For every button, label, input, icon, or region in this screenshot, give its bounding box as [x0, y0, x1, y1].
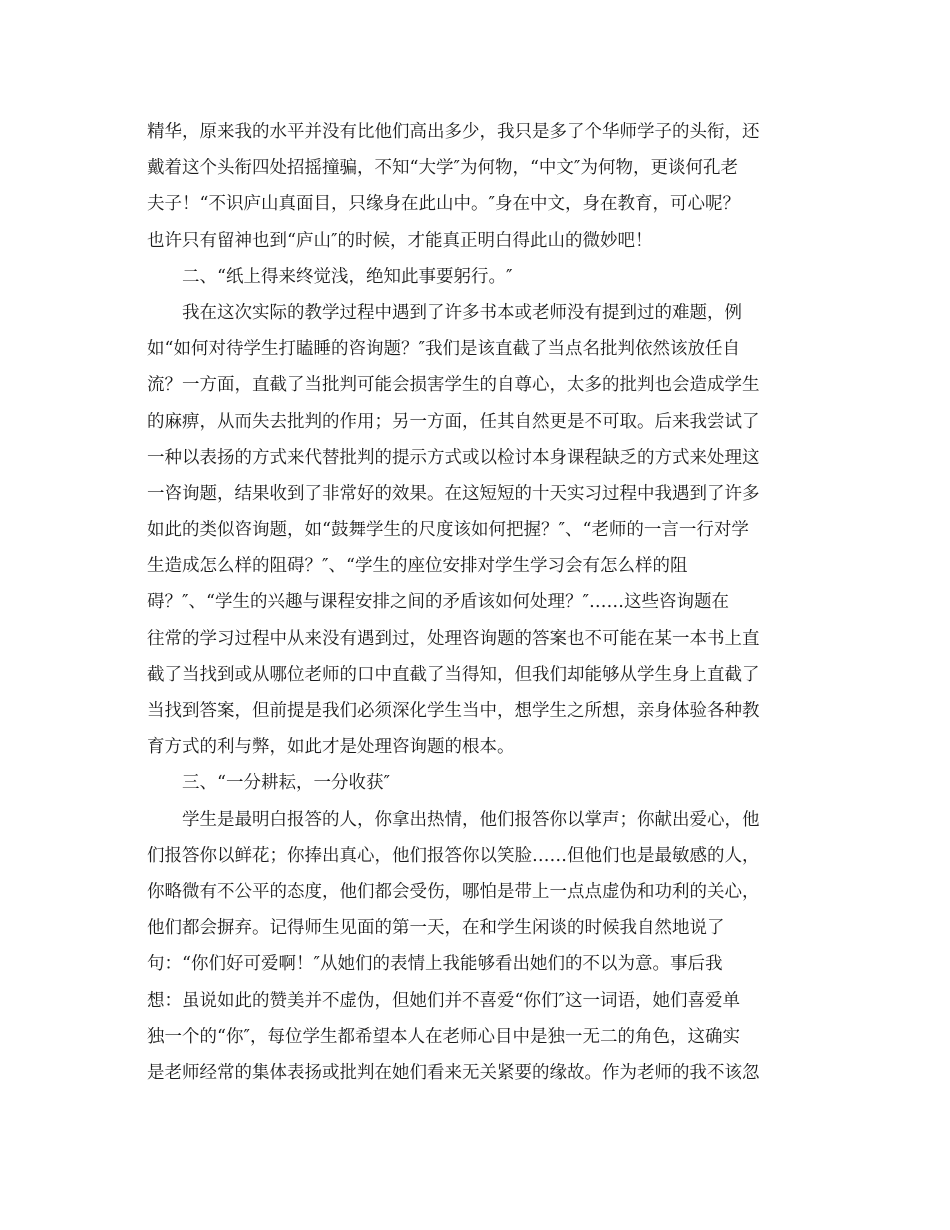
text-line: 育方式的利与弊，如此才是处理咨询题的根本。: [147, 737, 515, 758]
text-line: 碍？″、“学生的兴趣与课程安排之间的矛盾该如何处理？″……这些咨询题在: [147, 592, 730, 613]
text-line: 当找到答案，但前提是我们必须深化学生当中，想学生之所想，亲身体验各种教: [147, 701, 760, 721]
text-line: 独一个的“你″，每位学生都希望本人在老师心目中是独一无二的角色，这确实: [147, 1026, 740, 1047]
text-line: 往常的学习过程中从来没有遇到过，处理咨询题的答案也不可能在某一本书上直: [147, 628, 760, 649]
text-line: 也许只有留神也到“庐山″的时候，才能真正明白得此山的微妙吧！: [147, 230, 653, 251]
text-line: 一种以表扬的方式来代替批判的提示方式或以检讨本身课程缺乏的方式来处理这: [147, 447, 760, 468]
text-line: 精华，原来我的水平并没有比他们高出多少，我只是多了个华师学子的头衔，还: [147, 122, 760, 142]
text-line: 他们都会摒弃。记得师生见面的第一天，在和学生闲谈的时候我自然地说了: [147, 918, 725, 939]
text-line: 夫子！“不识庐山真面目，只缘身在此山中。″身在中文，身在教育，可心呢？: [147, 194, 740, 215]
text-line: 我在这次实际的教学过程中遇到了许多书本或老师没有提到过的难题，例: [182, 302, 742, 323]
text-line: 如此的类似咨询题，如“鼓舞学生的尺度该如何把握？″、“老师的一言一行对学: [147, 520, 749, 541]
text-line: 学生是最明白报答的人，你拿出热情，他们报答你以掌声；你献出爱心，他: [182, 809, 760, 830]
text-line: 生造成怎么样的阻碍？″、“学生的座位安排对学生学习会有怎么样的阻: [147, 556, 688, 577]
text-line: 想：虽说如此的赞美并不虚伪，但她们并不喜爱“你们″这一词语，她们喜爱单: [147, 990, 740, 1011]
text-line: 如“如何对待学生打瞌睡的咨询题？″我们是该直截了当点名批判依然该放任自: [147, 339, 740, 360]
text-line: 截了当找到或从哪位老师的口中直截了当得知，但我们却能够从学生身上直截了: [147, 664, 760, 685]
text-line: 的麻痹，从而失去批判的作用；另一方面，任其自然更是不可取。后来我尝试了: [147, 411, 760, 432]
body-text: [147, 114, 807, 1091]
text-line: 戴着这个头衔四处招摇撞骗，不知“大学″为何物，“中文″为何物，更谈何孔老: [147, 158, 738, 179]
section-heading: 三、“一分耕耘，一分收获″: [182, 773, 390, 794]
text-line: 们报答你以鲜花；你捧出真心，他们报答你以笑脸……但他们也是最敏感的人，: [147, 845, 760, 866]
text-line: 流？一方面，直截了当批判可能会损害学生的自尊心，太多的批判也会造成学生: [147, 375, 760, 396]
text-line: 你略微有不公平的态度，他们都会受伤，哪怕是带上一点点虚伪和功利的关心，: [147, 881, 760, 902]
section-heading: 二、“纸上得来终觉浅，绝知此事要躬行。″: [182, 266, 513, 287]
text-line: 是老师经常的集体表扬或批判在她们看来无关紧要的缘故。作为老师的我不该忽: [147, 1062, 760, 1083]
text-line: 句：“你们好可爱啊！″从她们的表情上我能够看出她们的不以为意。事后我: [147, 954, 723, 975]
text-line: 一咨询题，结果收到了非常好的效果。在这短短的十天实习过程中我遇到了许多: [147, 483, 760, 504]
